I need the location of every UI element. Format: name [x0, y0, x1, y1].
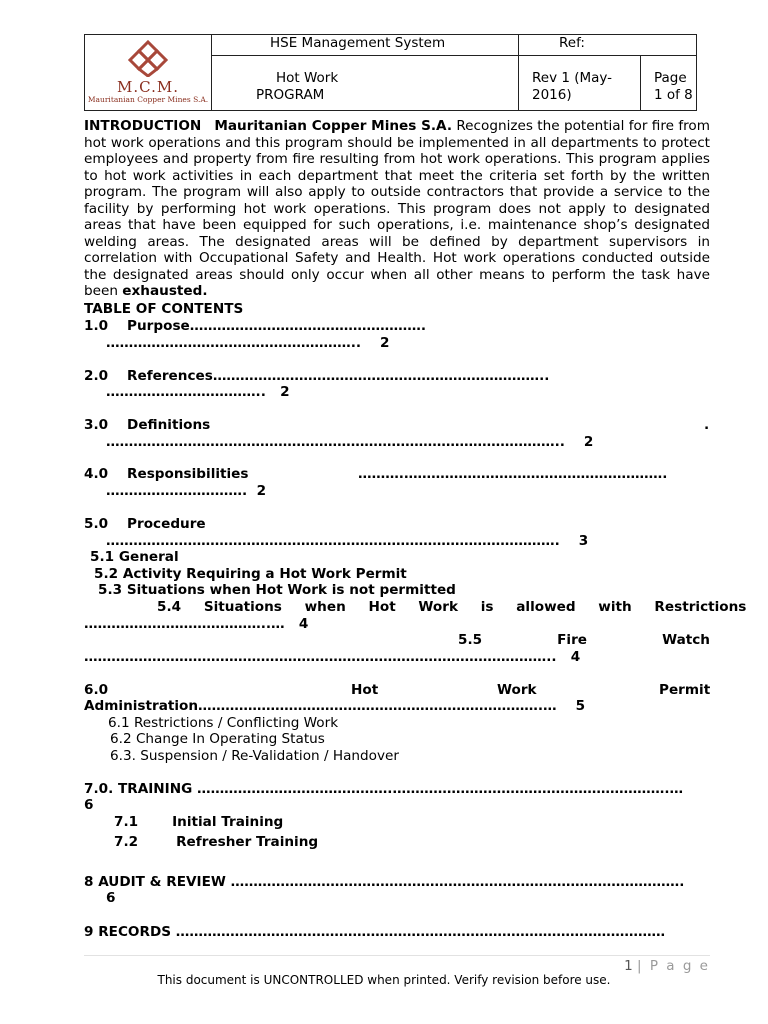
company-full-name: Mauritanian Copper Mines S.A.: [87, 95, 209, 104]
toc-entry-4-cont: [106, 483, 266, 500]
footer-divider: [84, 955, 710, 956]
toc-5-leader: ……………………………………………………………………………………….: [106, 533, 560, 549]
toc-3-page: 2: [583, 434, 594, 450]
toc-heading: TABLE OF CONTENTS: [84, 301, 244, 317]
toc-2-number: 2.0: [84, 368, 109, 384]
toc-4-page: 2: [256, 483, 267, 499]
intro-heading: INTRODUCTION: [84, 118, 202, 134]
toc-1-number: 1.0: [84, 318, 109, 334]
toc-5-5[interactable]: 5.5 Fire Watch: [458, 632, 710, 648]
ref-cell: Ref:: [519, 35, 697, 56]
toc-1-title: Purpose…………………………………………….: [127, 318, 427, 334]
toc-7-1-number: 7.1: [114, 814, 139, 830]
toc-1-leader: ………………………………………………..: [106, 335, 362, 351]
page-number: [624, 958, 710, 974]
document-header-table: [84, 34, 697, 111]
toc-6-1[interactable]: 6.1 Restrictions / Conflicting Work: [108, 715, 339, 731]
introduction-paragraph: [84, 118, 710, 300]
toc-entry-3[interactable]: [84, 417, 210, 434]
toc-7-2-title: Refresher Training: [176, 834, 319, 850]
revision-cell: [519, 56, 641, 111]
toc-9[interactable]: 9 RECORDS ………………………………………………………………………………………………: [84, 924, 666, 940]
toc-5-2[interactable]: 5.2 Activity Requiring a Hot Work Permit: [94, 566, 407, 582]
page-count-cell: Page 1 of 8: [641, 56, 697, 111]
toc-entry-1[interactable]: [84, 318, 426, 335]
toc-4-leader: ……….………………………………………………….: [358, 466, 668, 482]
page-word: | P a g e: [636, 958, 710, 974]
toc-5-page: 3: [578, 533, 589, 549]
toc-7-1[interactable]: [114, 814, 283, 831]
intro-company: Mauritanian Copper Mines S.A.: [214, 118, 452, 134]
toc-6-word-2: Work: [497, 682, 537, 698]
toc-4-leader-cont: ………………………….: [106, 483, 248, 499]
toc-4-title: Responsibilities: [127, 466, 249, 482]
toc-5-title: Procedure: [127, 516, 206, 532]
toc-5-5-leader: …………………………………………………………………………………………..: [84, 649, 557, 665]
toc-5-4-title: 5.4 Situations when Hot Work is allowed with Restrictions: [157, 599, 747, 615]
company-short-name: M.C.M.: [117, 78, 179, 96]
toc-6-word-1: Hot: [351, 682, 379, 698]
doc-title-cell: [212, 56, 519, 111]
toc-entry-1-cont: [106, 335, 389, 352]
toc-7-2[interactable]: [114, 834, 318, 851]
intro-end: exhausted.: [122, 283, 208, 299]
toc-8[interactable]: 8 AUDIT & REVIEW ……………………………………………………………………………………….: [84, 874, 685, 890]
toc-5-4[interactable]: [157, 599, 747, 616]
page-number-value: 1: [624, 958, 633, 974]
toc-entry-5[interactable]: [84, 516, 206, 533]
toc-entry-2-cont: [106, 384, 290, 401]
toc-7-2-number: 7.2: [114, 834, 139, 850]
mcm-logo-icon: [128, 39, 168, 77]
toc-2-page: 2: [280, 384, 290, 400]
toc-3-title: Definitions: [127, 417, 211, 433]
toc-7[interactable]: 7.0. TRAINING …………………………………….…………………………………………………….…: [84, 781, 684, 797]
toc-4-number: 4.0: [84, 466, 109, 482]
toc-2-leader: ……………………………..: [106, 384, 266, 400]
toc-7-page: 6: [84, 797, 94, 813]
toc-3-number: 3.0: [84, 417, 109, 433]
toc-6-2[interactable]: 6.2 Change In Operating Status: [110, 731, 325, 747]
toc-6-number: 6.0: [84, 682, 109, 698]
revision-line-1: Rev 1 (May-: [532, 70, 613, 86]
toc-5-1[interactable]: 5.1 General: [90, 549, 179, 565]
toc-5-3[interactable]: 5.3 Situations when Hot Work is not permitted: [98, 582, 456, 598]
toc-5-4-leader: …………………………………..…: [84, 616, 285, 632]
toc-5-4-page: 4: [298, 616, 309, 632]
toc-1-page: 2: [379, 335, 390, 351]
toc-6-word-3[interactable]: Permit: [659, 682, 711, 698]
toc-5-5-cont: [84, 649, 580, 666]
toc-8-page: 6: [106, 890, 116, 906]
toc-entry-5-cont: [106, 533, 588, 550]
toc-3-leader: ………………………………………………………………………………………..: [106, 434, 565, 450]
toc-entry-3-cont: [106, 434, 593, 451]
toc-5-5-page: 4: [570, 649, 581, 665]
doc-title-line-1: Hot Work: [276, 70, 339, 86]
system-name-cell: HSE Management System: [212, 35, 519, 56]
toc-entry-2[interactable]: [84, 368, 549, 385]
revision-line-2: 2016): [532, 87, 572, 103]
toc-6-page: 5: [575, 698, 586, 714]
logo-cell: [85, 35, 212, 111]
toc-2-title: References………………………………………………………………..: [127, 368, 550, 384]
toc-5-number: 5.0: [84, 516, 109, 532]
intro-text: Recognizes the potential for fire from hot work operations and this program should be implemented in all departments to protect employees and property from fire resulting from hot work operations. This program applies to hot work activities in each department that meet the criteria set forth by the written program. The program will also apply to outside contractors that provide a service to the facility by performing hot work operations. This program does not apply to designated areas that have been equipped for such operations, i.e. maintenance shop’s designated welding areas. The designated areas will be defined by department supervisors in correlation with Occupational Safety and Health. Hot work operations conducted outside the designated areas should only occur when all other means to perform the task have been: [84, 118, 710, 299]
toc-7-1-title: Initial Training: [172, 814, 284, 830]
toc-3-dot: .: [704, 417, 710, 433]
toc-6-3[interactable]: 6.3. Suspension / Re-Validation / Handover: [110, 748, 399, 764]
doc-title-line-2: PROGRAM: [256, 87, 325, 103]
toc-6-leader: Administration………………………………………………………………….…: [84, 698, 557, 714]
toc-entry-4[interactable]: [84, 466, 249, 483]
uncontrolled-notice: This document is UNCONTROLLED when printed. Verify revision before use.: [157, 973, 611, 987]
toc-5-4-cont: [84, 616, 308, 633]
toc-entry-6-cont: [84, 698, 585, 715]
